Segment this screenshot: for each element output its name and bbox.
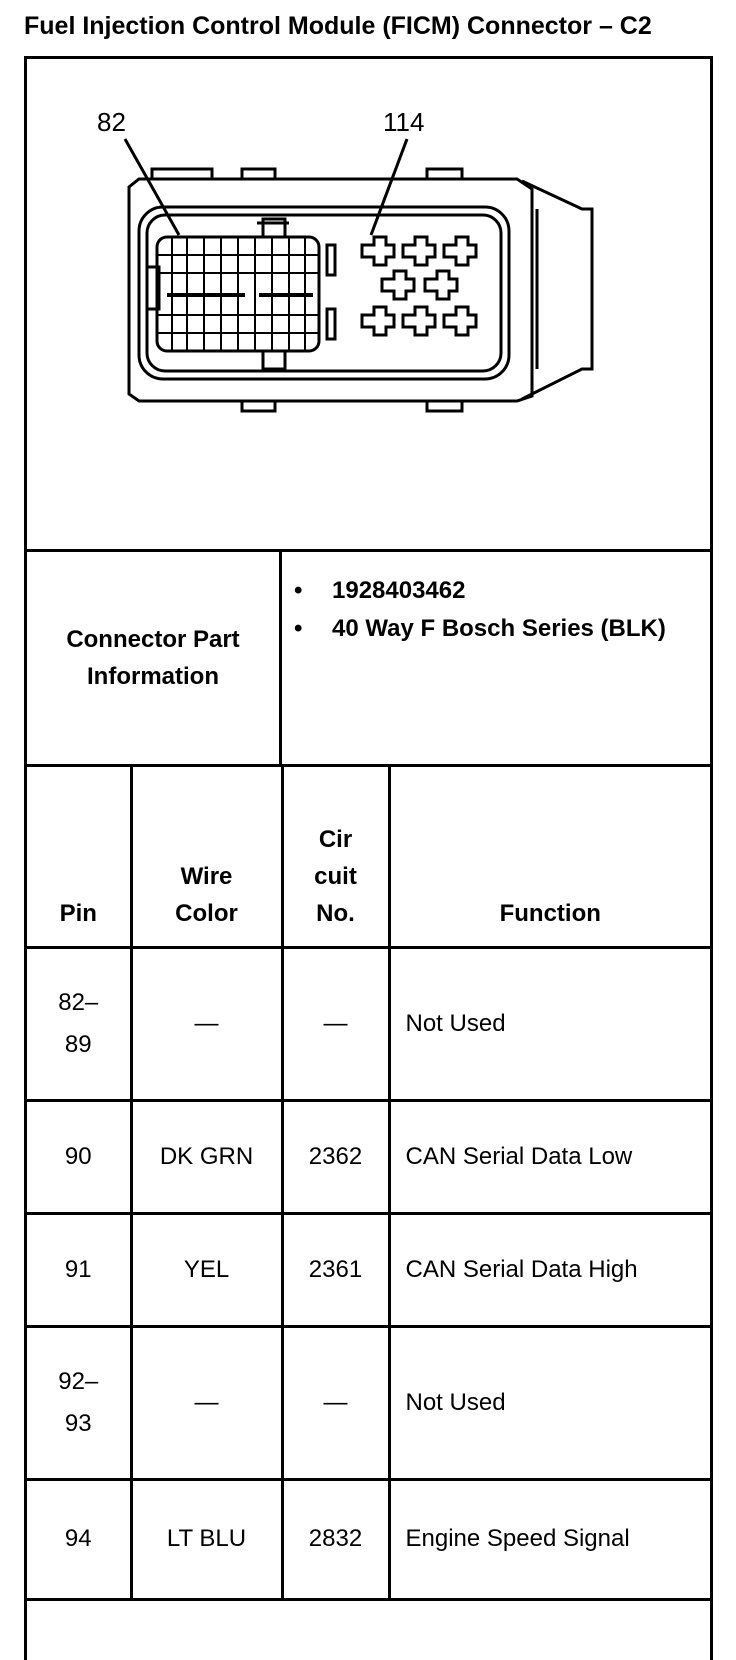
cell-function: Not Used bbox=[389, 1326, 710, 1479]
callout-pin-114: 114 bbox=[383, 107, 425, 137]
cell-wire-color: LT BLU bbox=[131, 1479, 282, 1599]
table-row bbox=[27, 1479, 710, 1599]
header-function: Function bbox=[389, 767, 710, 947]
cell-circuit: 2832 bbox=[282, 1479, 389, 1599]
connector-part-row bbox=[27, 552, 710, 767]
cell-circuit: — bbox=[282, 1326, 389, 1479]
callout-pin-82: 82 bbox=[97, 107, 126, 137]
header-pin: Pin bbox=[27, 767, 131, 947]
table-row bbox=[27, 947, 710, 1100]
cell-pin: 91 bbox=[27, 1213, 131, 1326]
cell-wire-color: — bbox=[131, 947, 282, 1100]
cell-pin: 92– 93 bbox=[27, 1326, 131, 1479]
cell-function: CAN Serial Data High bbox=[389, 1213, 710, 1326]
cell-pin: 82– 89 bbox=[27, 947, 131, 1100]
table-row bbox=[27, 1326, 710, 1479]
cell-circuit: 2362 bbox=[282, 1100, 389, 1213]
cell-pin: 90 bbox=[27, 1100, 131, 1213]
table-row bbox=[27, 1213, 710, 1326]
connector-diagram bbox=[27, 56, 710, 552]
cell-pin: 94 bbox=[27, 1479, 131, 1599]
cell-function: Engine Speed Signal bbox=[389, 1479, 710, 1599]
cell-wire-color: DK GRN bbox=[131, 1100, 282, 1213]
cell-circuit: 2361 bbox=[282, 1213, 389, 1326]
pin-table bbox=[27, 767, 710, 1601]
page-title: Fuel Injection Control Module (FICM) Connector – C2 bbox=[24, 12, 652, 40]
cell-function: CAN Serial Data Low bbox=[389, 1100, 710, 1213]
cell-wire-color: YEL bbox=[131, 1213, 282, 1326]
connector-part-info bbox=[282, 552, 710, 764]
connector-drawing bbox=[27, 59, 710, 549]
part-description: • 40 Way F Bosch Series (BLK) bbox=[294, 615, 666, 642]
connector-part-label: Connector Part Information bbox=[27, 552, 282, 764]
part-number: • 1928403462 bbox=[294, 577, 466, 604]
pin-table-header bbox=[27, 767, 710, 947]
cell-circuit: — bbox=[282, 947, 389, 1100]
cell-wire-color: — bbox=[131, 1326, 282, 1479]
connector-frame bbox=[24, 56, 713, 1660]
table-row bbox=[27, 1100, 710, 1213]
header-wire-color: Wire Color bbox=[131, 767, 282, 947]
header-circuit-no: Cir cuit No. bbox=[282, 767, 389, 947]
cell-function: Not Used bbox=[389, 947, 710, 1100]
